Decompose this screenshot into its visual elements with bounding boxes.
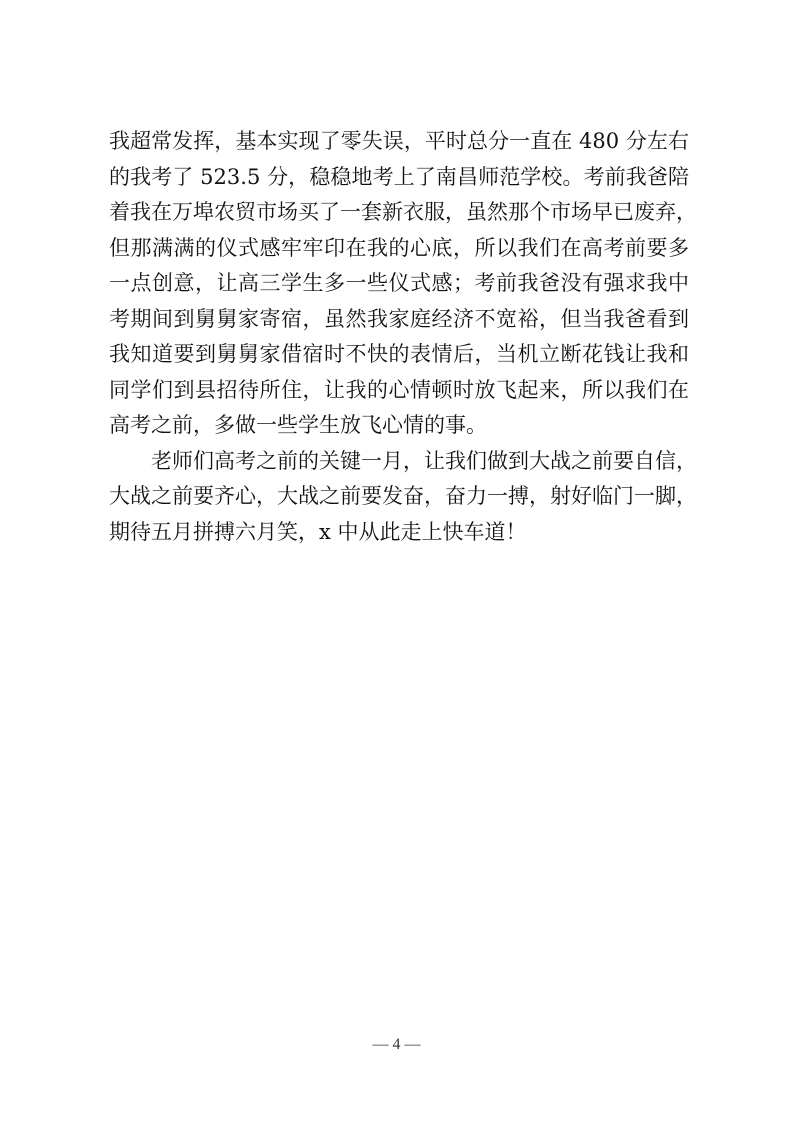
page-number: — 4 — (372, 1036, 421, 1053)
paragraph-line: 老师们高考之前的关键一月，让我们做到大战之前要自信， (151, 448, 697, 473)
paragraph-line: 一点创意，让高三学生多一些仪式感；考前我爸没有强求我中 (109, 271, 689, 295)
paragraph-line: 大战之前要齐心，大战之前要发奋，奋力一搏，射好临门一脚， (109, 484, 697, 508)
paragraph-line: 高考之前，多做一些学生放飞心情的事。 (109, 413, 487, 437)
paragraph-line: 同学们到县招待所住，让我的心情顿时放飞起来，所以我们在 (109, 377, 689, 402)
paragraph-line: 着我在万埠农贸市场买了一套新衣服，虽然那个市场早已废弃， (109, 200, 697, 224)
paragraph-line: 但那满满的仪式感牢牢印在我的心底，所以我们在高考前要多 (109, 235, 689, 260)
paragraph-line: 我超常发挥，基本实现了零失误，平时总分一直在 480 分左右 (109, 129, 689, 153)
paragraph-2 (109, 444, 697, 551)
paragraph-line: 我知道要到舅舅家借宿时不快的表情后，当机立断花钱让我和 (109, 342, 689, 366)
paragraph-1 (109, 124, 697, 444)
document-body (109, 124, 697, 550)
paragraph-line: 考期间到舅舅家寄宿，虽然我家庭经济不宽裕，但当我爸看到 (109, 306, 689, 331)
paragraph-line: 的我考了 523.5 分，稳稳地考上了南昌师范学校。考前我爸陪 (109, 164, 689, 189)
paragraph-line: 期待五月拼搏六月笑，x 中从此走上快车道！ (109, 519, 527, 544)
